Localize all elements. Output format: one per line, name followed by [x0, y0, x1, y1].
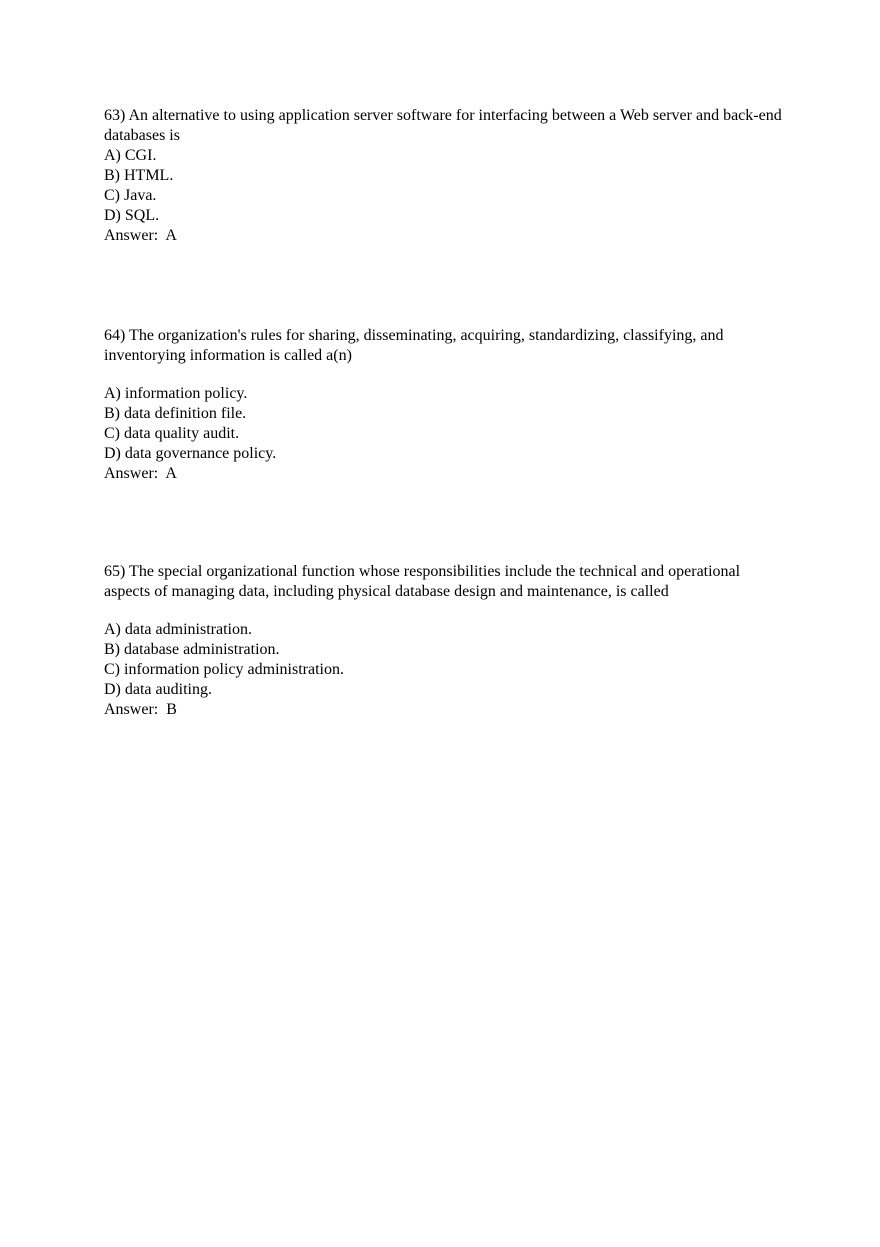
option-a: A) information policy.	[104, 385, 248, 402]
answer-key: Answer: A	[104, 227, 177, 244]
answer-options	[104, 384, 784, 464]
option-b: B) data definition file.	[104, 405, 247, 422]
option-c: C) Java.	[104, 187, 157, 204]
answer-key: Answer: A	[104, 465, 177, 482]
question-64	[104, 326, 784, 484]
option-b: B) database administration.	[104, 641, 280, 658]
option-d: D) SQL.	[104, 207, 160, 224]
question-stem: 65) The special organizational function whose responsibilities include the technical and operational aspects of managing data, including physical database design and maintenance, is called	[104, 563, 741, 600]
option-d: D) data auditing.	[104, 681, 212, 698]
option-b: B) HTML.	[104, 167, 174, 184]
option-c: C) data quality audit.	[104, 425, 240, 442]
question-stem: 64) The organization's rules for sharing, disseminating, acquiring, standardizing, classifying, and inventorying information is called a(n)	[104, 327, 724, 364]
answer-options	[104, 620, 784, 700]
answer-options	[104, 146, 784, 226]
option-c: C) information policy administration.	[104, 661, 344, 678]
option-a: A) data administration.	[104, 621, 252, 638]
option-d: D) data governance policy.	[104, 445, 277, 462]
question-stem: 63) An alternative to using application server software for interfacing between a Web server and back-end databases is	[104, 107, 782, 144]
question-65	[104, 562, 784, 720]
answer-key: Answer: B	[104, 701, 177, 718]
option-a: A) CGI.	[104, 147, 157, 164]
question-63	[104, 106, 784, 246]
